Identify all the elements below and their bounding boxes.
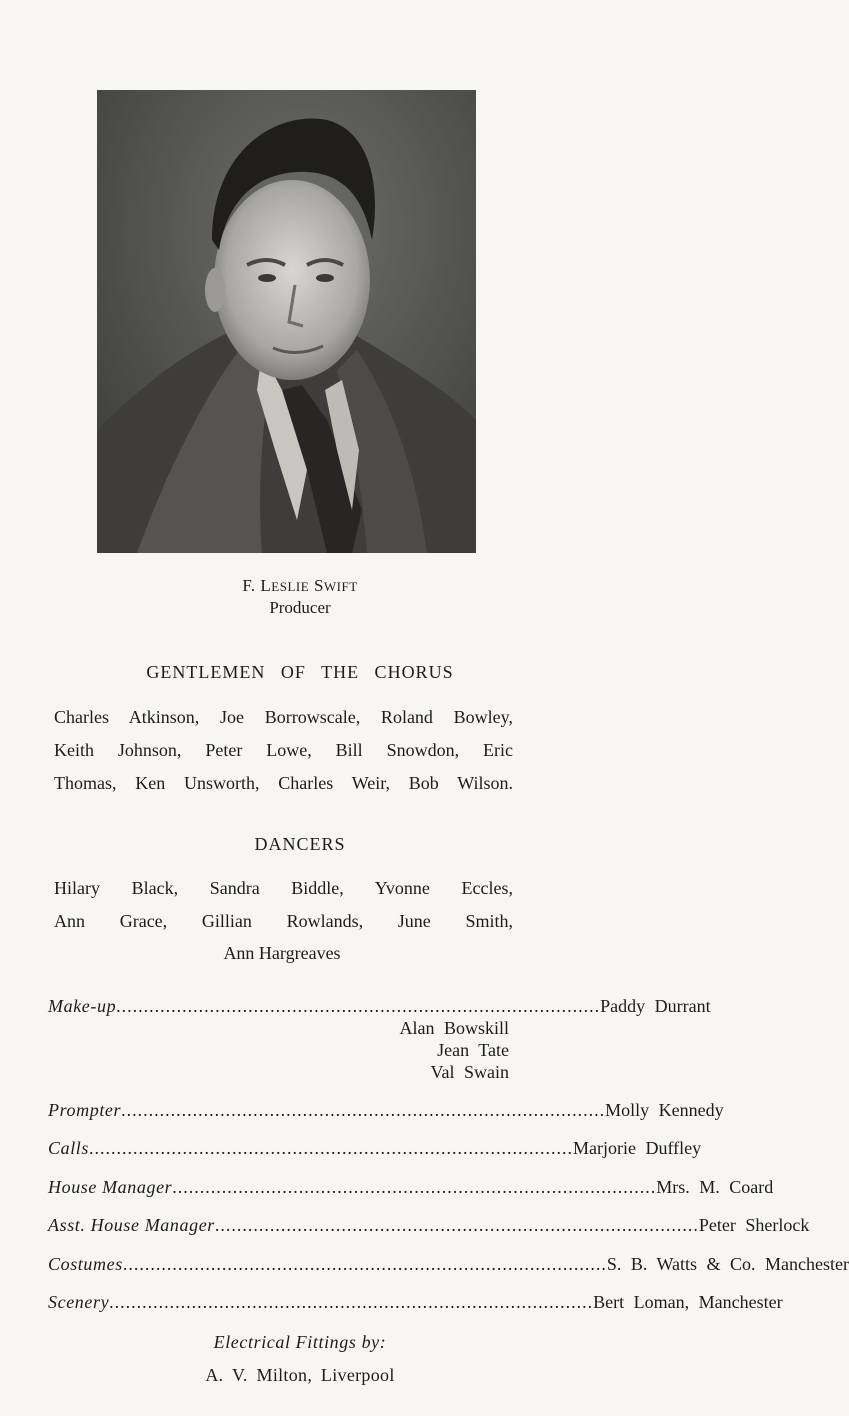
credit-name: Mrs. M. Coard xyxy=(656,1177,774,1197)
credit-prompter xyxy=(48,1097,724,1121)
credit-scenery xyxy=(48,1289,783,1313)
dancers-heading: DANCERS xyxy=(254,834,346,854)
credit-role: Scenery xyxy=(48,1292,110,1312)
credit-role: Prompter xyxy=(48,1100,122,1120)
leader-dots: ........................................................................................ xyxy=(172,1177,657,1197)
credit-role: Costumes xyxy=(48,1254,123,1274)
credit-extra-name: Alan Bowskill xyxy=(399,1018,509,1038)
credit-name: Paddy Durrant xyxy=(600,996,711,1016)
dancers-line-1: Hilary Black, Sandra Biddle, Yvonne Eccles, xyxy=(54,878,513,898)
chorus-line-2: Keith Johnson, Peter Lowe, Bill Snowdon, Eric xyxy=(54,740,513,760)
dancers-line-2: Ann Grace, Gillian Rowlands, June Smith, xyxy=(54,911,513,931)
credit-name: Marjorie Duffley xyxy=(573,1138,702,1158)
electrical-supplier: A. V. Milton, Liverpool xyxy=(205,1365,395,1385)
producer-portrait-photo xyxy=(97,90,476,553)
credit-role: House Manager xyxy=(48,1177,173,1197)
leader-dots: ........................................................................................ xyxy=(214,1215,699,1235)
credit-role: Calls xyxy=(48,1138,90,1158)
leader-dots: ........................................................................................ xyxy=(121,1100,606,1120)
chorus-heading: GENTLEMEN OF THE CHORUS xyxy=(146,662,454,682)
credit-make-up xyxy=(48,993,711,1017)
dancers-line-3: Ann Hargreaves xyxy=(223,943,341,963)
chorus-line-1: Charles Atkinson, Joe Borrowscale, Roland Bowley, xyxy=(54,707,513,727)
credit-extra-name: Jean Tate xyxy=(437,1040,509,1060)
credit-calls xyxy=(48,1135,702,1159)
credit-name: Bert Loman, Manchester xyxy=(593,1292,783,1312)
credit-house-manager xyxy=(48,1174,774,1198)
chorus-line-3: Thomas, Ken Unsworth, Charles Weir, Bob Wilson. xyxy=(54,773,513,793)
credit-role: Make-up xyxy=(48,996,117,1016)
leader-dots: ........................................................................................ xyxy=(116,996,601,1016)
electrical-label: Electrical Fittings by: xyxy=(213,1332,387,1352)
credit-name: Molly Kennedy xyxy=(605,1100,724,1120)
credit-name: S. B. Watts & Co. Manchester xyxy=(606,1254,849,1274)
leader-dots: ........................................................................................ xyxy=(109,1292,594,1312)
credit-asst-house-manager xyxy=(48,1212,810,1236)
leader-dots: ........................................................................................ xyxy=(89,1138,574,1158)
credit-role: Asst. House Manager xyxy=(48,1215,215,1235)
producer-name: F. LESLIE SWIFT xyxy=(242,576,358,595)
credit-costumes xyxy=(48,1251,849,1275)
leader-dots: ........................................................................................ xyxy=(122,1254,607,1274)
credit-extra-name: Val Swain xyxy=(430,1062,509,1082)
credit-name: Peter Sherlock xyxy=(698,1215,810,1235)
producer-role: Producer xyxy=(269,598,331,617)
